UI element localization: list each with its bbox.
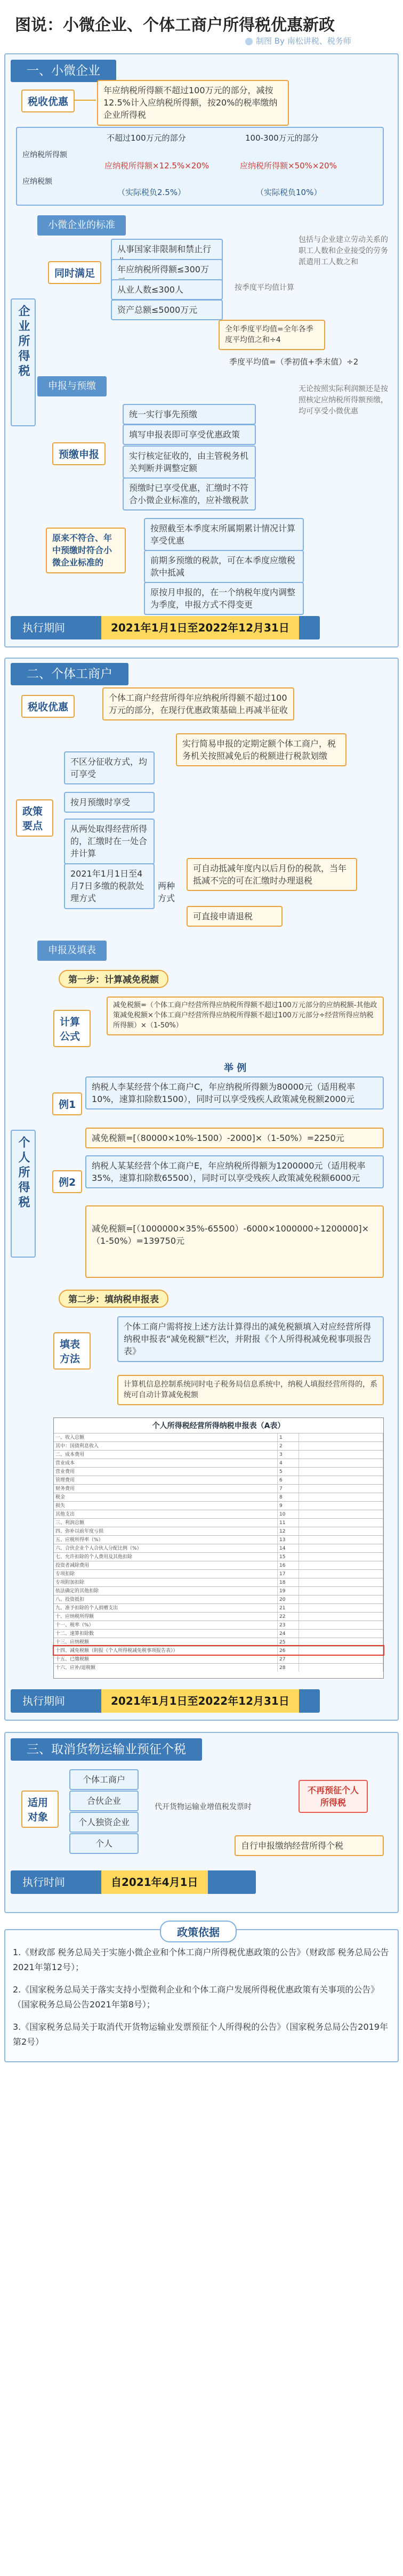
s1-vertical-label: 企业所得税 bbox=[11, 298, 36, 426]
table-cell bbox=[299, 1655, 383, 1663]
s1-unmet1: 按照截至本季度末所属期累计情况计算享受优惠 bbox=[144, 518, 304, 551]
table-cell: 9 bbox=[278, 1502, 299, 1510]
s1-row2-label: 应纳税额 bbox=[22, 177, 52, 186]
table-cell: 19 bbox=[278, 1587, 299, 1595]
table-cell bbox=[299, 1451, 383, 1459]
table-cell: 7 bbox=[278, 1485, 299, 1493]
s2-example-label: 举 例 bbox=[224, 1063, 247, 1074]
table-cell bbox=[299, 1476, 383, 1484]
s2-k3: 从两处取得经营所得的，汇缴时在一处合并计算 bbox=[64, 819, 155, 864]
s2-step1: 第一步：计算减免税额 bbox=[59, 970, 168, 988]
table-cell bbox=[299, 1561, 383, 1569]
table-cell: 17 bbox=[278, 1570, 299, 1578]
table-cell bbox=[299, 1553, 383, 1561]
s2-ex1-calc: 减免税额=[（80000×10%-1500）-2000]×（1-50%）=2250元 bbox=[85, 1128, 384, 1148]
s1-prepay-head: 申报与预缴 bbox=[37, 376, 107, 396]
s2-period-label: 执行期间 bbox=[22, 1695, 65, 1707]
s1-cond-note1: 包括与企业建立劳动关系的职工人数和企业接受的劳务派遣用工人数之和 bbox=[299, 236, 388, 266]
table-cell: 四、弥补以前年度亏损 bbox=[54, 1527, 278, 1535]
table-cell: 财务费用 bbox=[54, 1485, 278, 1493]
table-row bbox=[54, 1544, 383, 1552]
table-cell: 3 bbox=[278, 1451, 299, 1459]
table-cell: 27 bbox=[278, 1655, 299, 1663]
table-cell: 13 bbox=[278, 1536, 299, 1544]
table-cell: 七、允许扣除的个人费用及其他扣除 bbox=[54, 1553, 278, 1561]
s1-prepay2: 填写申报表即可享受优惠政策 bbox=[123, 424, 256, 445]
s3-obj3: 个人独资企业 bbox=[69, 1812, 139, 1833]
table-cell bbox=[299, 1647, 383, 1655]
s1-tax-benefit-label: 税收优惠 bbox=[21, 90, 75, 112]
table-cell: 1 bbox=[278, 1433, 299, 1441]
table-cell: 依法确定的其他扣除 bbox=[54, 1587, 278, 1595]
section2-head: 二、个体工商户 bbox=[11, 663, 128, 685]
s1-period-value: 2021年1月1日至2022年12月31日 bbox=[101, 616, 299, 639]
policy-item: 3.《国家税务总局关于取消代开货物运输业发票预征个人所得税的公告》（国家税务总局公告2019年第2号） bbox=[13, 2022, 388, 2047]
s2-key-label: 政策要点 bbox=[16, 799, 53, 837]
s1-prepay1: 统一实行事先预缴 bbox=[123, 404, 256, 425]
table-row bbox=[54, 1629, 383, 1638]
table-cell: 10 bbox=[278, 1510, 299, 1518]
table-cell bbox=[299, 1519, 383, 1527]
table-cell: 九、准予扣除的个人捐赠支出 bbox=[54, 1604, 278, 1612]
table-cell: 十一、税率（%） bbox=[54, 1621, 278, 1629]
table-cell: 6 bbox=[278, 1476, 299, 1484]
section1-head: 一、小微企业 bbox=[11, 60, 116, 82]
table-cell bbox=[299, 1536, 383, 1544]
s3-nopre: 不再预征个人所得税 bbox=[299, 1780, 368, 1813]
s1-tax-benefit-text: 年应纳税所得额不超过100万元的部分，减按12.5%计入应纳税所得额，按20%的税率缴纳企业所得税 bbox=[97, 80, 289, 126]
s2-k4b: 两种方式 bbox=[158, 881, 175, 903]
s2-k1-note: 实行简易申报的定期定额个体工商户，税务机关按照减免后的税额进行税款划缴 bbox=[176, 733, 346, 766]
table-cell bbox=[299, 1485, 383, 1493]
table-cell bbox=[299, 1527, 383, 1535]
s3-period-bar bbox=[11, 1870, 256, 1894]
s2-filing-head: 申报及填表 bbox=[37, 941, 107, 961]
s3-period-label: 执行时间 bbox=[22, 1876, 65, 1889]
table-cell: 十三、应纳税额 bbox=[54, 1638, 278, 1646]
table-cell bbox=[299, 1587, 383, 1595]
s2-ex2-label: 例2 bbox=[52, 1170, 82, 1193]
table-cell: 14 bbox=[278, 1544, 299, 1552]
section3-head: 三、取消货物运输业预征个税 bbox=[11, 1738, 202, 1761]
s1-col1: 不超过100万元的部分 bbox=[107, 133, 186, 143]
table-cell: 管理费用 bbox=[54, 1476, 278, 1484]
table-row bbox=[54, 1518, 383, 1527]
table-cell bbox=[299, 1502, 383, 1510]
table-row bbox=[54, 1621, 383, 1629]
table-cell: 4 bbox=[278, 1459, 299, 1467]
table-row bbox=[54, 1586, 383, 1595]
s1-cond2: 年应纳税所得额≤300万 bbox=[111, 259, 223, 292]
s3-obj4: 个人 bbox=[69, 1833, 139, 1854]
policy-title: 政策依据 bbox=[160, 1921, 237, 1942]
table-cell: 六、合伙企业个人合伙人分配比例（%） bbox=[54, 1544, 278, 1552]
table-row bbox=[54, 1569, 383, 1578]
s2-calc-label: 计算公式 bbox=[53, 1010, 91, 1047]
s2-k4a: 可自动抵减年度内以后月份的税款，当年抵减不完的可在汇缴时办理退税 bbox=[187, 858, 357, 891]
s2-ex2-calc: 减免税额=[（1000000×35%-65500）-6000×1000000÷1200000]×（1-50%）=139750元 bbox=[85, 1205, 384, 1278]
table-row bbox=[54, 1535, 383, 1544]
table-cell: 营业费用 bbox=[54, 1468, 278, 1476]
table-cell bbox=[299, 1468, 383, 1476]
s1-cond3: 从业人数≤300人 bbox=[111, 279, 223, 300]
table-cell: 八、投资抵扣 bbox=[54, 1595, 278, 1603]
s2-fill-label: 填表方法 bbox=[53, 1332, 91, 1370]
table-cell: 十、应纳税所得额 bbox=[54, 1613, 278, 1621]
s1-eff2: （实际税负10%） bbox=[256, 188, 322, 197]
s1-unmet2: 前期多预缴的税款，可在本季度应缴税款中抵减 bbox=[144, 550, 304, 583]
table-cell: 28 bbox=[278, 1664, 299, 1672]
table-cell: 12 bbox=[278, 1527, 299, 1535]
table-row bbox=[54, 1663, 383, 1672]
s1-prepay4: 预缴时已享受优惠，汇缴时不符合小微企业标准的，应补缴税款 bbox=[123, 477, 256, 511]
tax-table-title: 个人所得税经营所得纳税申报表（A表） bbox=[152, 1422, 285, 1430]
s1-cond4: 资产总额≤5000万元 bbox=[111, 299, 223, 320]
policy-item: 1.《财政部 税务总局关于实施小微企业和个体工商户所得税优惠政策的公告》（财政部 税务总局公告2021年第12号）； bbox=[13, 1947, 389, 1972]
connector bbox=[75, 100, 96, 101]
s1-period-bar bbox=[11, 616, 320, 639]
s1-standard-head: 小微企业的标准 bbox=[37, 215, 126, 236]
s3-period-value: 自2021年4月1日 bbox=[101, 1870, 208, 1894]
table-row bbox=[54, 1450, 383, 1459]
table-cell bbox=[299, 1493, 383, 1501]
table-cell: 专项附加扣除 bbox=[54, 1578, 278, 1586]
s2-ex1-text: 纳税人李某经营个体工商户C，年应纳税所得额为80000元（适用税率10%，速算扣除数1500），同时可以享受残疾人政策减免税额2000元 bbox=[85, 1076, 384, 1109]
table-row bbox=[54, 1476, 383, 1484]
policy-item: 2.《国家税务总局关于落实支持小型微利企业和个体工商户发展所得税优惠政策有关事项的公告》（国家税务总局公告2021年第8号）； bbox=[13, 1984, 380, 2010]
table-cell: 18 bbox=[278, 1578, 299, 1586]
s1-cond-note2: 按季度平均值计算 bbox=[235, 283, 294, 292]
s3-obj1: 个体工商户 bbox=[69, 1769, 139, 1790]
s1-row1-label: 应纳税所得额 bbox=[22, 151, 67, 159]
s2-step2: 第二步：填纳税申报表 bbox=[59, 1290, 168, 1308]
page-title: 图说：小微企业、个体工商户所得税优惠新政 bbox=[15, 16, 335, 35]
tax-return-table bbox=[53, 1417, 384, 1679]
s2-period-value: 2021年1月1日至2022年12月31日 bbox=[101, 1689, 299, 1713]
table-cell: 十四、减免税额（附报《个人所得税减免税事项报告表》） bbox=[54, 1647, 278, 1655]
table-row bbox=[54, 1433, 383, 1441]
author-icon bbox=[245, 38, 253, 45]
table-row bbox=[54, 1595, 383, 1603]
table-cell: 一、收入总额 bbox=[54, 1433, 278, 1441]
table-cell bbox=[299, 1578, 383, 1586]
table-row bbox=[54, 1638, 383, 1646]
table-cell: 损失 bbox=[54, 1502, 278, 1510]
s2-k4: 2021年1月1日至4月7日多缴的税款处理方式 bbox=[64, 863, 155, 909]
table-row bbox=[54, 1484, 383, 1493]
table-row bbox=[54, 1510, 383, 1518]
table-cell bbox=[299, 1613, 383, 1621]
s1-period-label: 执行期间 bbox=[22, 621, 65, 634]
byline: 制图 By 南松讲税、税务师 bbox=[245, 35, 351, 46]
table-cell: 11 bbox=[278, 1519, 299, 1527]
table-row bbox=[54, 1467, 383, 1476]
table-cell: 8 bbox=[278, 1493, 299, 1501]
s1-prepay3: 实行核定征收的，由主管税务机关判断并调整定额 bbox=[123, 445, 256, 479]
table-row bbox=[54, 1501, 383, 1510]
table-row bbox=[54, 1655, 383, 1663]
s1-satisfy-label: 同时满足 bbox=[48, 261, 101, 284]
table-cell bbox=[299, 1604, 383, 1612]
s2-ex2-text: 纳税人某某经营个体工商户E，年应纳税所得额为1200000元（适用税率35%，速算扣除数65500），同时可以享受残疾人政策减免税额6000元 bbox=[85, 1155, 384, 1188]
table-cell bbox=[299, 1621, 383, 1629]
s2-ex1-label: 例1 bbox=[52, 1092, 82, 1115]
table-cell bbox=[299, 1638, 383, 1646]
s1-cond1: 从事国家非限制和禁止行 bbox=[111, 239, 223, 272]
s3-apply-label: 适用对象 bbox=[21, 1791, 59, 1828]
table-row bbox=[54, 1612, 383, 1621]
table-cell: 26 bbox=[278, 1647, 299, 1655]
table-cell bbox=[299, 1433, 383, 1441]
table-cell: 五、应税所得率（%） bbox=[54, 1536, 278, 1544]
table-cell: 5 bbox=[278, 1468, 299, 1476]
s2-tax-benefit-label: 税收优惠 bbox=[21, 695, 75, 718]
table-row bbox=[54, 1552, 383, 1561]
table-row bbox=[54, 1561, 383, 1569]
s2-tax-benefit-text: 个体工商户经营所得年应纳税所得额不超过100万元的部分，在现行优惠政策基础上再减半征收 bbox=[102, 687, 294, 720]
table-cell: 2 bbox=[278, 1442, 299, 1450]
table-cell: 营业成本 bbox=[54, 1459, 278, 1467]
table-cell: 20 bbox=[278, 1595, 299, 1603]
table-cell: 22 bbox=[278, 1613, 299, 1621]
table-cell: 其中：国债利息收入 bbox=[54, 1442, 278, 1450]
table-cell: 十五、已缴税额 bbox=[54, 1655, 278, 1663]
s2-k4c: 可直接申请退税 bbox=[187, 906, 283, 927]
s1-avg2: 季度平均值=（季初值+季末值）÷2 bbox=[229, 357, 359, 367]
s2-fill-note: 计算机信息控制系统同时电子税务局信息系统中，纳税人填报经营所得的，系统可自动计算减免税额 bbox=[117, 1375, 384, 1405]
table-cell: 25 bbox=[278, 1638, 299, 1646]
table-cell: 其他支出 bbox=[54, 1510, 278, 1518]
s1-avg1: 全年季度平均值=全年各季度平均值之和÷4 bbox=[219, 320, 325, 350]
s2-k1: 不区分征收方式，均可享受 bbox=[64, 751, 155, 784]
table-cell: 投资者减除费用 bbox=[54, 1561, 278, 1569]
tax-table-body bbox=[54, 1433, 383, 1672]
table-cell bbox=[299, 1510, 383, 1518]
s3-action: 代开货物运输业增值税发票时 bbox=[155, 1803, 252, 1811]
s3-obj2: 合伙企业 bbox=[69, 1791, 139, 1811]
table-cell: 二、成本费用 bbox=[54, 1451, 278, 1459]
s2-k2: 按月预缴时享受 bbox=[64, 792, 155, 813]
table-cell bbox=[299, 1595, 383, 1603]
table-cell bbox=[299, 1630, 383, 1638]
table-cell bbox=[299, 1442, 383, 1450]
table-row bbox=[54, 1578, 383, 1586]
s2-fill-text: 个体工商户需将按上述方法计算得出的减免税额填入对应经营所得纳税申报表“减免税额”栏次，并附报《个人所得税减免税事项报告表》 bbox=[117, 1316, 384, 1362]
table-cell bbox=[299, 1459, 383, 1467]
table-cell bbox=[299, 1570, 383, 1578]
table-cell: 专项扣除 bbox=[54, 1570, 278, 1578]
s1-unmet3: 原按月申报的，在一个纳税年度内调整为季度，申报方式不得变更 bbox=[144, 582, 304, 615]
table-cell: 23 bbox=[278, 1621, 299, 1629]
table-cell: 16 bbox=[278, 1561, 299, 1569]
table-cell bbox=[299, 1544, 383, 1552]
table-row bbox=[54, 1527, 383, 1535]
table-row bbox=[54, 1441, 383, 1450]
table-cell: 税金 bbox=[54, 1493, 278, 1501]
s1-rate1: 应纳税所得额×12.5%×20% bbox=[104, 161, 209, 171]
s1-prepay-label: 预缴申报 bbox=[52, 442, 106, 465]
s1-prepay-note: 无论按照实际利润额还是按照核定应纳税所得额预缴，均可享受小微优惠 bbox=[299, 385, 388, 416]
table-cell: 十六、应补/退税额 bbox=[54, 1664, 278, 1672]
table-cell: 24 bbox=[278, 1630, 299, 1638]
table-cell: 三、利润总额 bbox=[54, 1519, 278, 1527]
table-row bbox=[54, 1493, 383, 1501]
s3-self: 自行申报缴纳经营所得个税 bbox=[235, 1835, 384, 1856]
s1-rate2: 应纳税所得额×50%×20% bbox=[240, 161, 337, 171]
s2-calc-formula: 减免税额=（个体工商户经营所得应纳税所得额不超过100万元部分的应纳税额-其他政策减免税额×个体工商户经营所得应纳税所得额不超过100万元部分÷经营所得应纳税所得额）×（1-50%） bbox=[107, 997, 384, 1035]
table-cell: 十二、速算扣除数 bbox=[54, 1630, 278, 1638]
table-row bbox=[54, 1459, 383, 1467]
table-row bbox=[54, 1603, 383, 1612]
s2-vertical-label: 个人所得税 bbox=[11, 1130, 36, 1258]
s2-period-bar bbox=[11, 1689, 320, 1713]
table-cell bbox=[299, 1664, 383, 1672]
s1-eff1: （实际税负2.5%） bbox=[117, 188, 186, 197]
s1-unmet-label: 原来不符合、年中预缴时符合小微企业标准的 bbox=[46, 528, 126, 573]
table-cell: 15 bbox=[278, 1553, 299, 1561]
table-row bbox=[54, 1646, 383, 1655]
s1-col2: 100-300万元的部分 bbox=[245, 133, 319, 143]
table-cell: 21 bbox=[278, 1604, 299, 1612]
